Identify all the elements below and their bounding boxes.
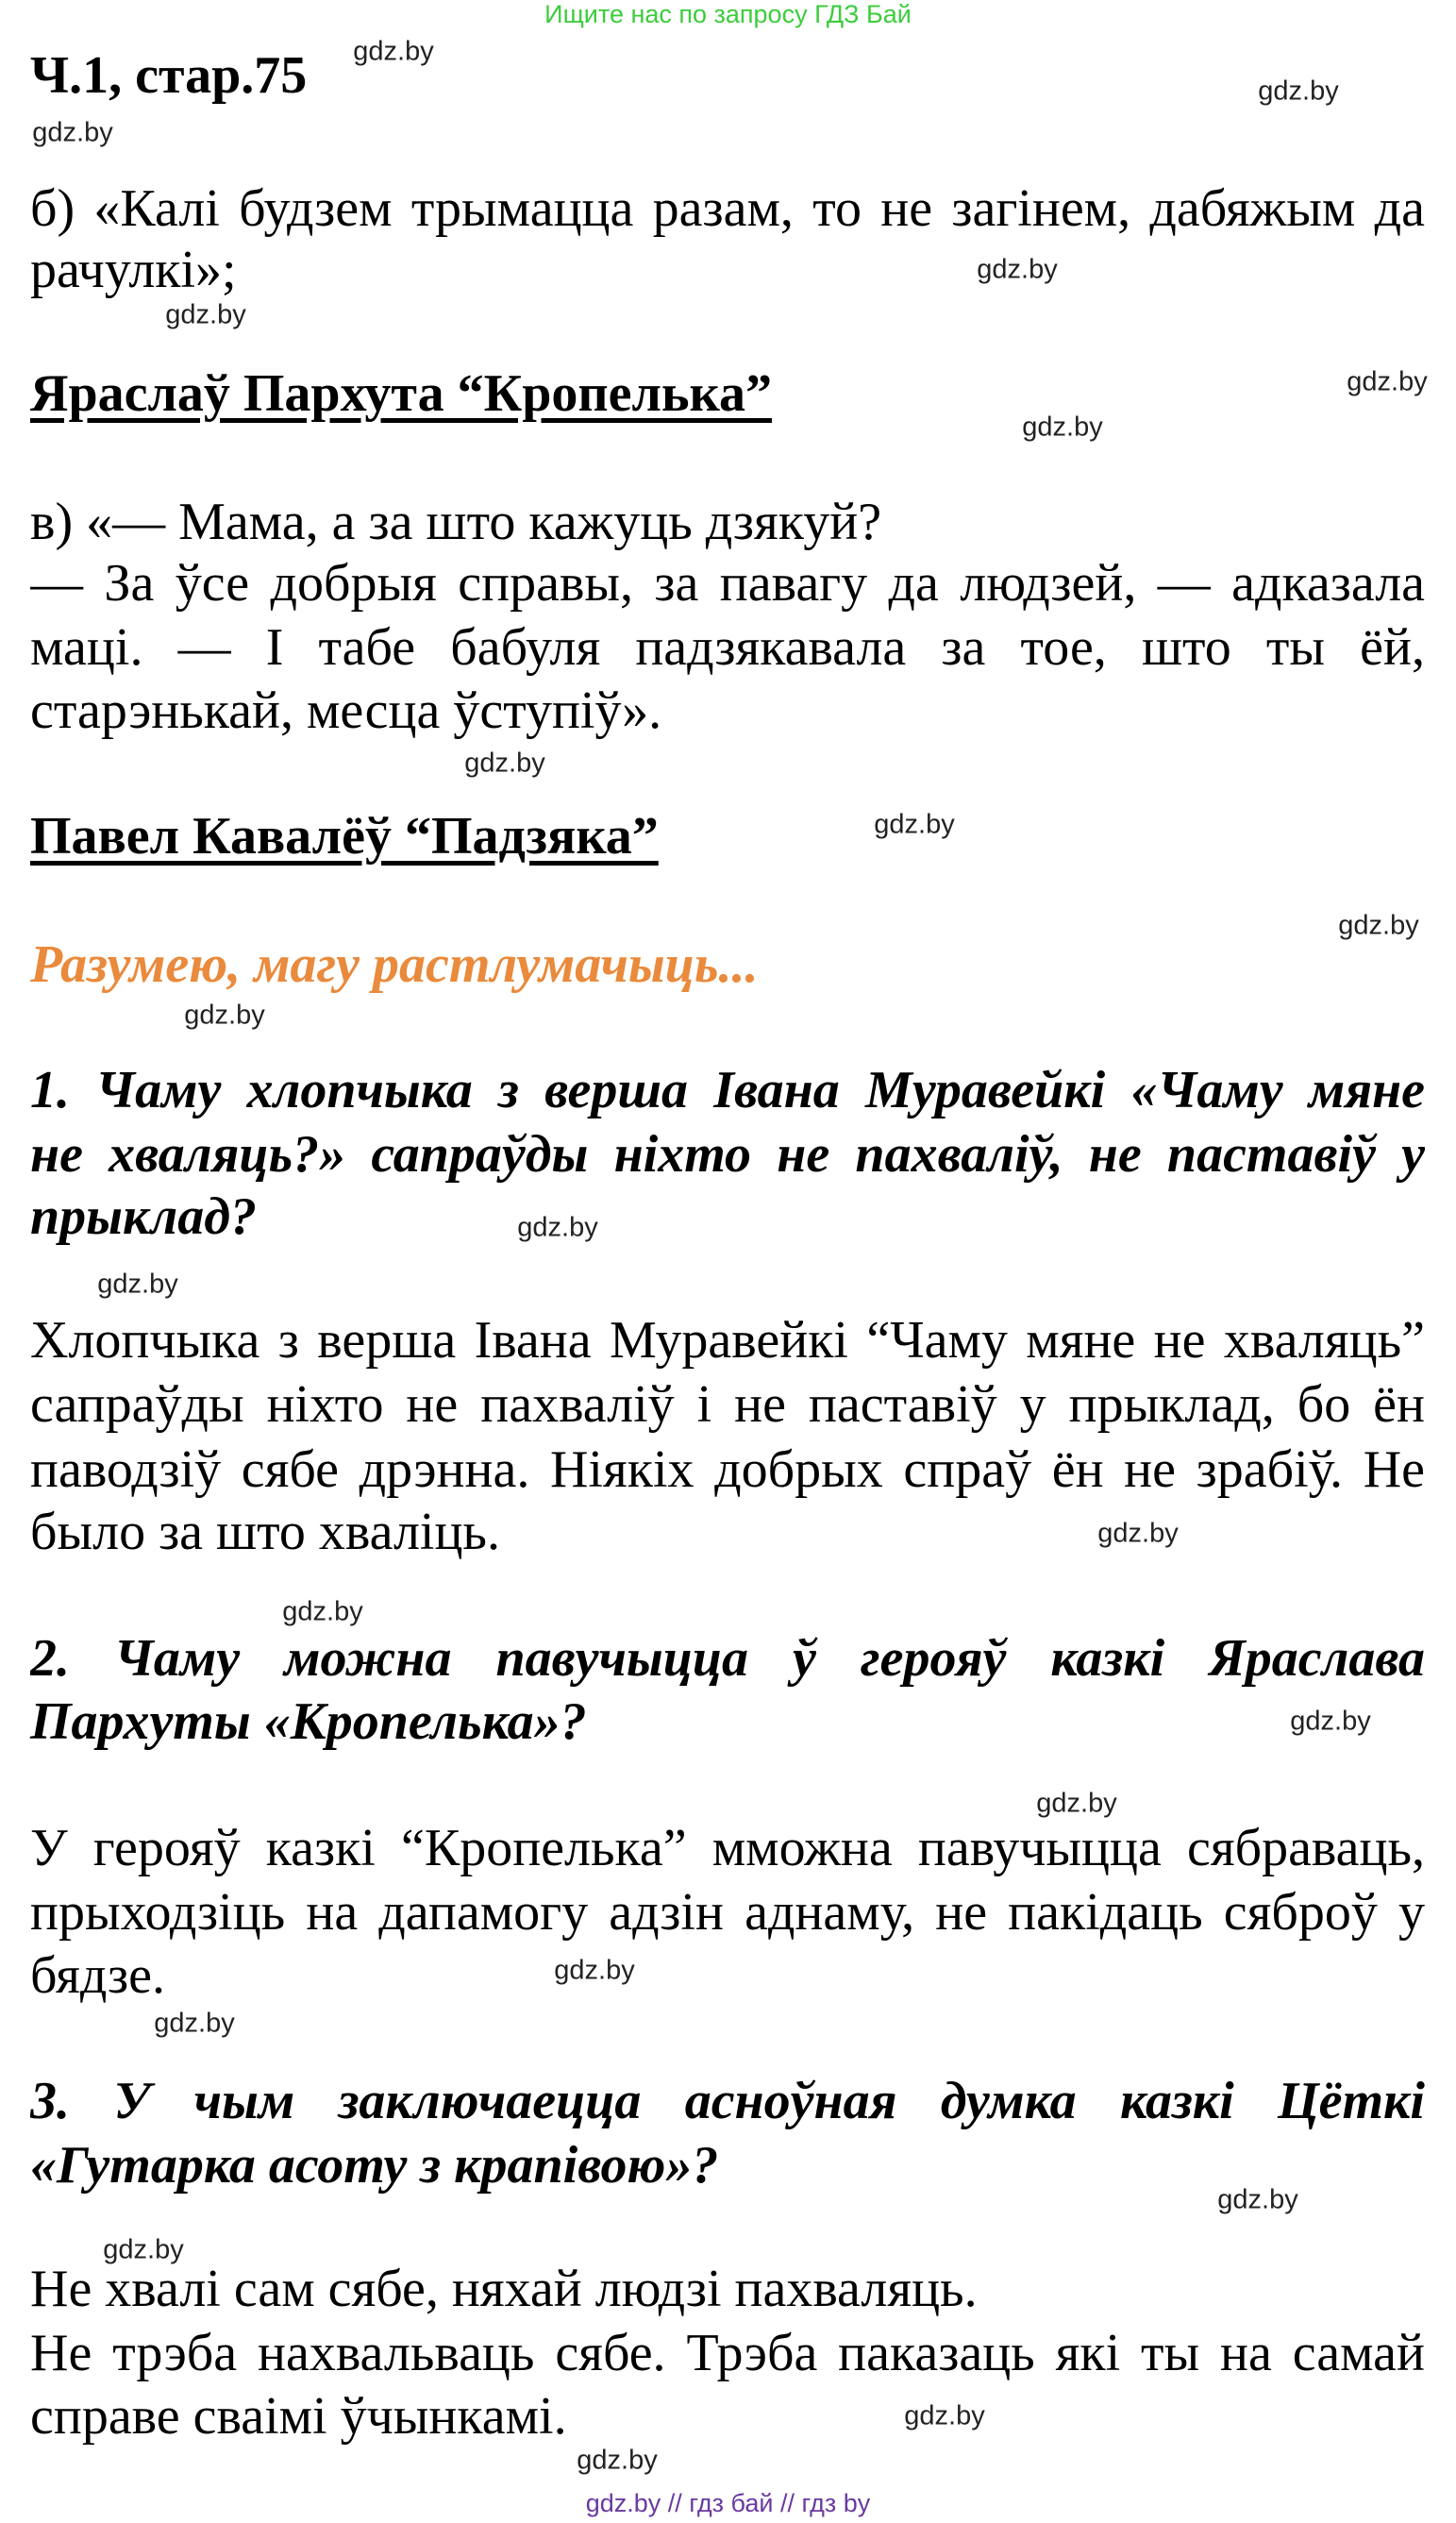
watermark-text: gdz.by <box>517 1212 598 1243</box>
watermark-text: gdz.by <box>184 1000 265 1031</box>
watermark-text: gdz.by <box>1036 1788 1117 1819</box>
watermark-text: gdz.by <box>154 2008 235 2039</box>
paragraph-line: рачулкі»; <box>30 241 237 299</box>
page-title: Ч.1, стар.75 <box>30 46 308 105</box>
question-line: 1. Чаму хлопчыка з верша Івана Муравейкі «Чаму мяне <box>30 1061 1425 1119</box>
watermark-text: gdz.by <box>1347 366 1428 397</box>
section-title: Разумею, магу растлумачыць... <box>30 935 759 994</box>
paragraph-line: У герояў казкі “Кропелька” мможна павучыцца сябраваць, <box>30 1819 1425 1877</box>
watermark-text: gdz.by <box>32 117 113 148</box>
paragraph-line: Хлопчыка з верша Івана Муравейкі “Чаму мяне не хваляць” <box>30 1311 1425 1370</box>
paragraph-line: бядзе. <box>30 1946 166 2005</box>
watermark-text: gdz.by <box>1338 910 1419 941</box>
watermark-text: gdz.by <box>165 299 246 330</box>
question-line: Пархуты «Кропелька»? <box>30 1692 587 1751</box>
watermark-text: gdz.by <box>103 2234 184 2265</box>
watermark-text: gdz.by <box>1022 412 1103 443</box>
watermark-text: gdz.by <box>464 748 545 779</box>
watermark-text: gdz.by <box>904 2400 985 2431</box>
section-heading: Павел Кавалёў “Падзяка” <box>30 807 659 866</box>
question-line: прыклад? <box>30 1187 258 1246</box>
question-line: не хваляць?» сапраўды ніхто не пахваліў, не паставіў у <box>30 1125 1425 1184</box>
watermark-text: gdz.by <box>1217 2184 1298 2215</box>
watermark-text: gdz.by <box>282 1596 363 1627</box>
paragraph-line: б) «Калі будзем трымацца разам, то не загінем, дабяжым да <box>30 179 1425 238</box>
section-heading: Яраслаў Пархута “Кропелька” <box>30 364 772 423</box>
paragraph-line: старэнькай, месца ўступіў». <box>30 681 662 740</box>
question-line: «Гутарка асоту з крапівою»? <box>30 2136 719 2195</box>
paragraph-line: Не трэба нахвальваць сябе. Трэба паказаць які ты на самай <box>30 2324 1425 2382</box>
paragraph-line: сапраўды ніхто не пахваліў і не паставіў у прыклад, бо ён <box>30 1375 1425 1434</box>
paragraph-line: Не хвалі сам сябе, няхай людзі пахваляць. <box>30 2260 978 2318</box>
paragraph-line: паводзіў сябе дрэнна. Ніякіх добрых спраў ён не зрабіў. Не <box>30 1440 1425 1499</box>
paragraph-line: в) «— Мама, а за што кажуць дзякуй? <box>30 493 882 551</box>
paragraph-line: справе сваімі ўчынкамі. <box>30 2387 567 2446</box>
paragraph-line: прыходзіць на дапамогу адзін аднаму, не пакідаць сяброў у <box>30 1883 1425 1942</box>
watermark-text: gdz.by <box>554 1955 635 1986</box>
watermark-text: gdz.by <box>1258 76 1339 107</box>
watermark-text: gdz.by <box>577 2445 658 2476</box>
footer-links[interactable]: gdz.by // гдз бай // гдз by <box>585 2489 871 2517</box>
watermark-text: gdz.by <box>1290 1706 1371 1737</box>
search-banner[interactable]: Ищите нас по запросу ГДЗ Бай <box>544 0 912 28</box>
watermark-text: gdz.by <box>1097 1518 1179 1549</box>
paragraph-line: было за што хваліць. <box>30 1503 500 1561</box>
question-line: 2. Чаму можна павучыцца ў герояў казкі Яраслава <box>30 1629 1425 1688</box>
watermark-text: gdz.by <box>874 809 955 840</box>
watermark-text: gdz.by <box>977 254 1058 285</box>
question-line: 3. У чым заключаецца асноўная думка казкі Цёткі <box>30 2072 1425 2130</box>
paragraph-line: маці. — І табе бабуля падзякавала за тое, што ты ёй, <box>30 618 1425 677</box>
watermark-text: gdz.by <box>353 36 434 67</box>
paragraph-line: — За ўсе добрыя справы, за павагу да людзей, — адказала <box>30 554 1425 613</box>
watermark-text: gdz.by <box>97 1269 178 1300</box>
